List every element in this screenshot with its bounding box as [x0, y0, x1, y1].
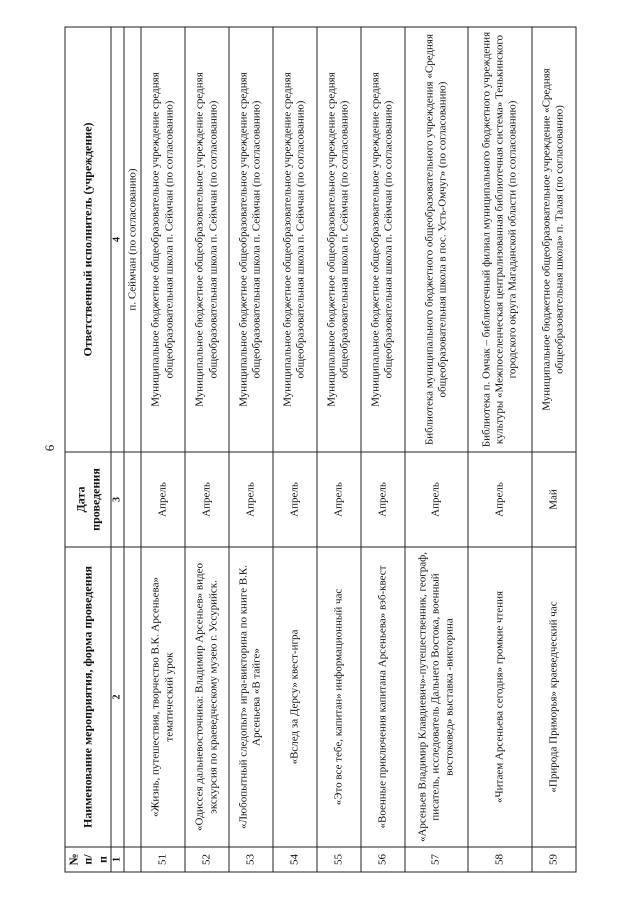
continuation-text: п. Сеймчан (по согласованию) — [124, 27, 141, 452]
page-number: 6 — [42, 444, 57, 452]
row-number: 56 — [361, 847, 405, 872]
table-row — [361, 27, 405, 872]
table-row — [141, 27, 185, 872]
row-number: 52 — [185, 847, 229, 872]
event-name: «Одиссея дальневосточника: Владимир Арсеньев» видео экскурсия по краеведческому музею г. Уссурийск. — [185, 547, 229, 847]
column-number: 1 — [111, 847, 124, 872]
event-date: Апрель — [317, 452, 361, 547]
row-number: 53 — [229, 847, 273, 872]
column-numbers-row — [111, 27, 124, 872]
event-name: «Военные приключения капитана Арсеньева» вэб-квест — [361, 547, 405, 847]
column-number: 2 — [111, 547, 124, 847]
event-name: «Читаем Арсеньева сегодня» громкие чтения — [468, 547, 532, 847]
event-date: Апрель — [361, 452, 405, 547]
event-date: Май — [532, 452, 576, 547]
header-num: № п/п — [65, 847, 111, 872]
executor-name: Муниципальное бюджетное общеобразовательное учреждение средняя общеобразовательная школа п. Сеймчан (по согласованию) — [361, 27, 405, 452]
event-name: «Жизнь, путешествия, творчество В.К. Арсеньева» тематический урок — [141, 547, 185, 847]
event-date: Апрель — [273, 452, 317, 547]
executor-name: Библиотека п. Омчак – библиотечный филиал муниципального бюджетного учреждения культуры «Межпоселенческая централизованная библиотечная система» Тенькинского городского округа Магаданской области (по согласованию) — [468, 27, 532, 452]
executor-name: Муниципальное бюджетное общеобразовательное учреждение средняя общеобразовательная школа п. Сеймчан (по согласованию) — [185, 27, 229, 452]
event-date: Апрель — [468, 452, 532, 547]
executor-name: Муниципальное бюджетное общеобразовательное учреждение средняя общеобразовательная школа п. Сеймчан (по согласованию) — [317, 27, 361, 452]
header-executor: Ответственный исполнитель (учреждение) — [65, 27, 111, 452]
row-number: 54 — [273, 847, 317, 872]
row-number: 55 — [317, 847, 361, 872]
table-row — [273, 27, 317, 872]
event-date: Апрель — [185, 452, 229, 547]
table-row — [405, 27, 469, 872]
column-number: 3 — [111, 452, 124, 547]
event-date: Апрель — [405, 452, 469, 547]
event-name: «Вслед за Дерсу» квест-игра — [273, 547, 317, 847]
table-header-row — [65, 27, 111, 872]
row-number: 59 — [532, 847, 576, 872]
row-number: 51 — [141, 847, 185, 872]
event-date: Апрель — [141, 452, 185, 547]
executor-name: Муниципальное бюджетное общеобразовательное учреждение средняя общеобразовательная школа п. Сеймчан (по согласованию) — [229, 27, 273, 452]
column-number: 4 — [111, 27, 124, 452]
event-name: «Арсеньев Владимир Клавдиевич»-путешественник, географ, писатель, исследователь Дальнего Востока, военный востоковед» выставка -викторина — [405, 547, 469, 847]
executor-name: Библиотека муниципального бюджетного общеобразовательного учреждения «Средняя общеобразовательная школа в пос. Усть-Омчуг» (по согласованию) — [405, 27, 469, 452]
table-row — [468, 27, 532, 872]
executor-name: Муниципальное бюджетное общеобразовательное учреждение средняя общеобразовательная школа п. Сеймчан (по согласованию) — [273, 27, 317, 452]
table-row — [185, 27, 229, 872]
table-row — [317, 27, 361, 872]
event-name: «Это все тебе, капитан» информационный час — [317, 547, 361, 847]
document-sheet — [65, 28, 577, 873]
row-number: 58 — [468, 847, 532, 872]
event-name: «Любопытный следопыт» игра-викторина по книге В.К. Арсеньева «В тайге» — [229, 547, 273, 847]
event-name: «Природа Приморья» краеведческий час — [532, 547, 576, 847]
table-row — [229, 27, 273, 872]
header-event: Наименование мероприятия, форма проведения — [65, 547, 111, 847]
continuation-row — [124, 27, 141, 872]
events-table — [65, 27, 577, 873]
table-row — [532, 27, 576, 872]
executor-name: Муниципальное бюджетное общеобразовательное учреждение средняя общеобразовательная школа п. Сеймчан (по согласованию) — [141, 27, 185, 452]
event-date: Апрель — [229, 452, 273, 547]
header-date: Дата проведения — [65, 452, 111, 547]
executor-name: Муниципальное бюджетное общеобразовательное учреждение «Средняя общеобразовательная школа» п. Талая (по согласованию) — [532, 27, 576, 452]
row-number: 57 — [405, 847, 469, 872]
